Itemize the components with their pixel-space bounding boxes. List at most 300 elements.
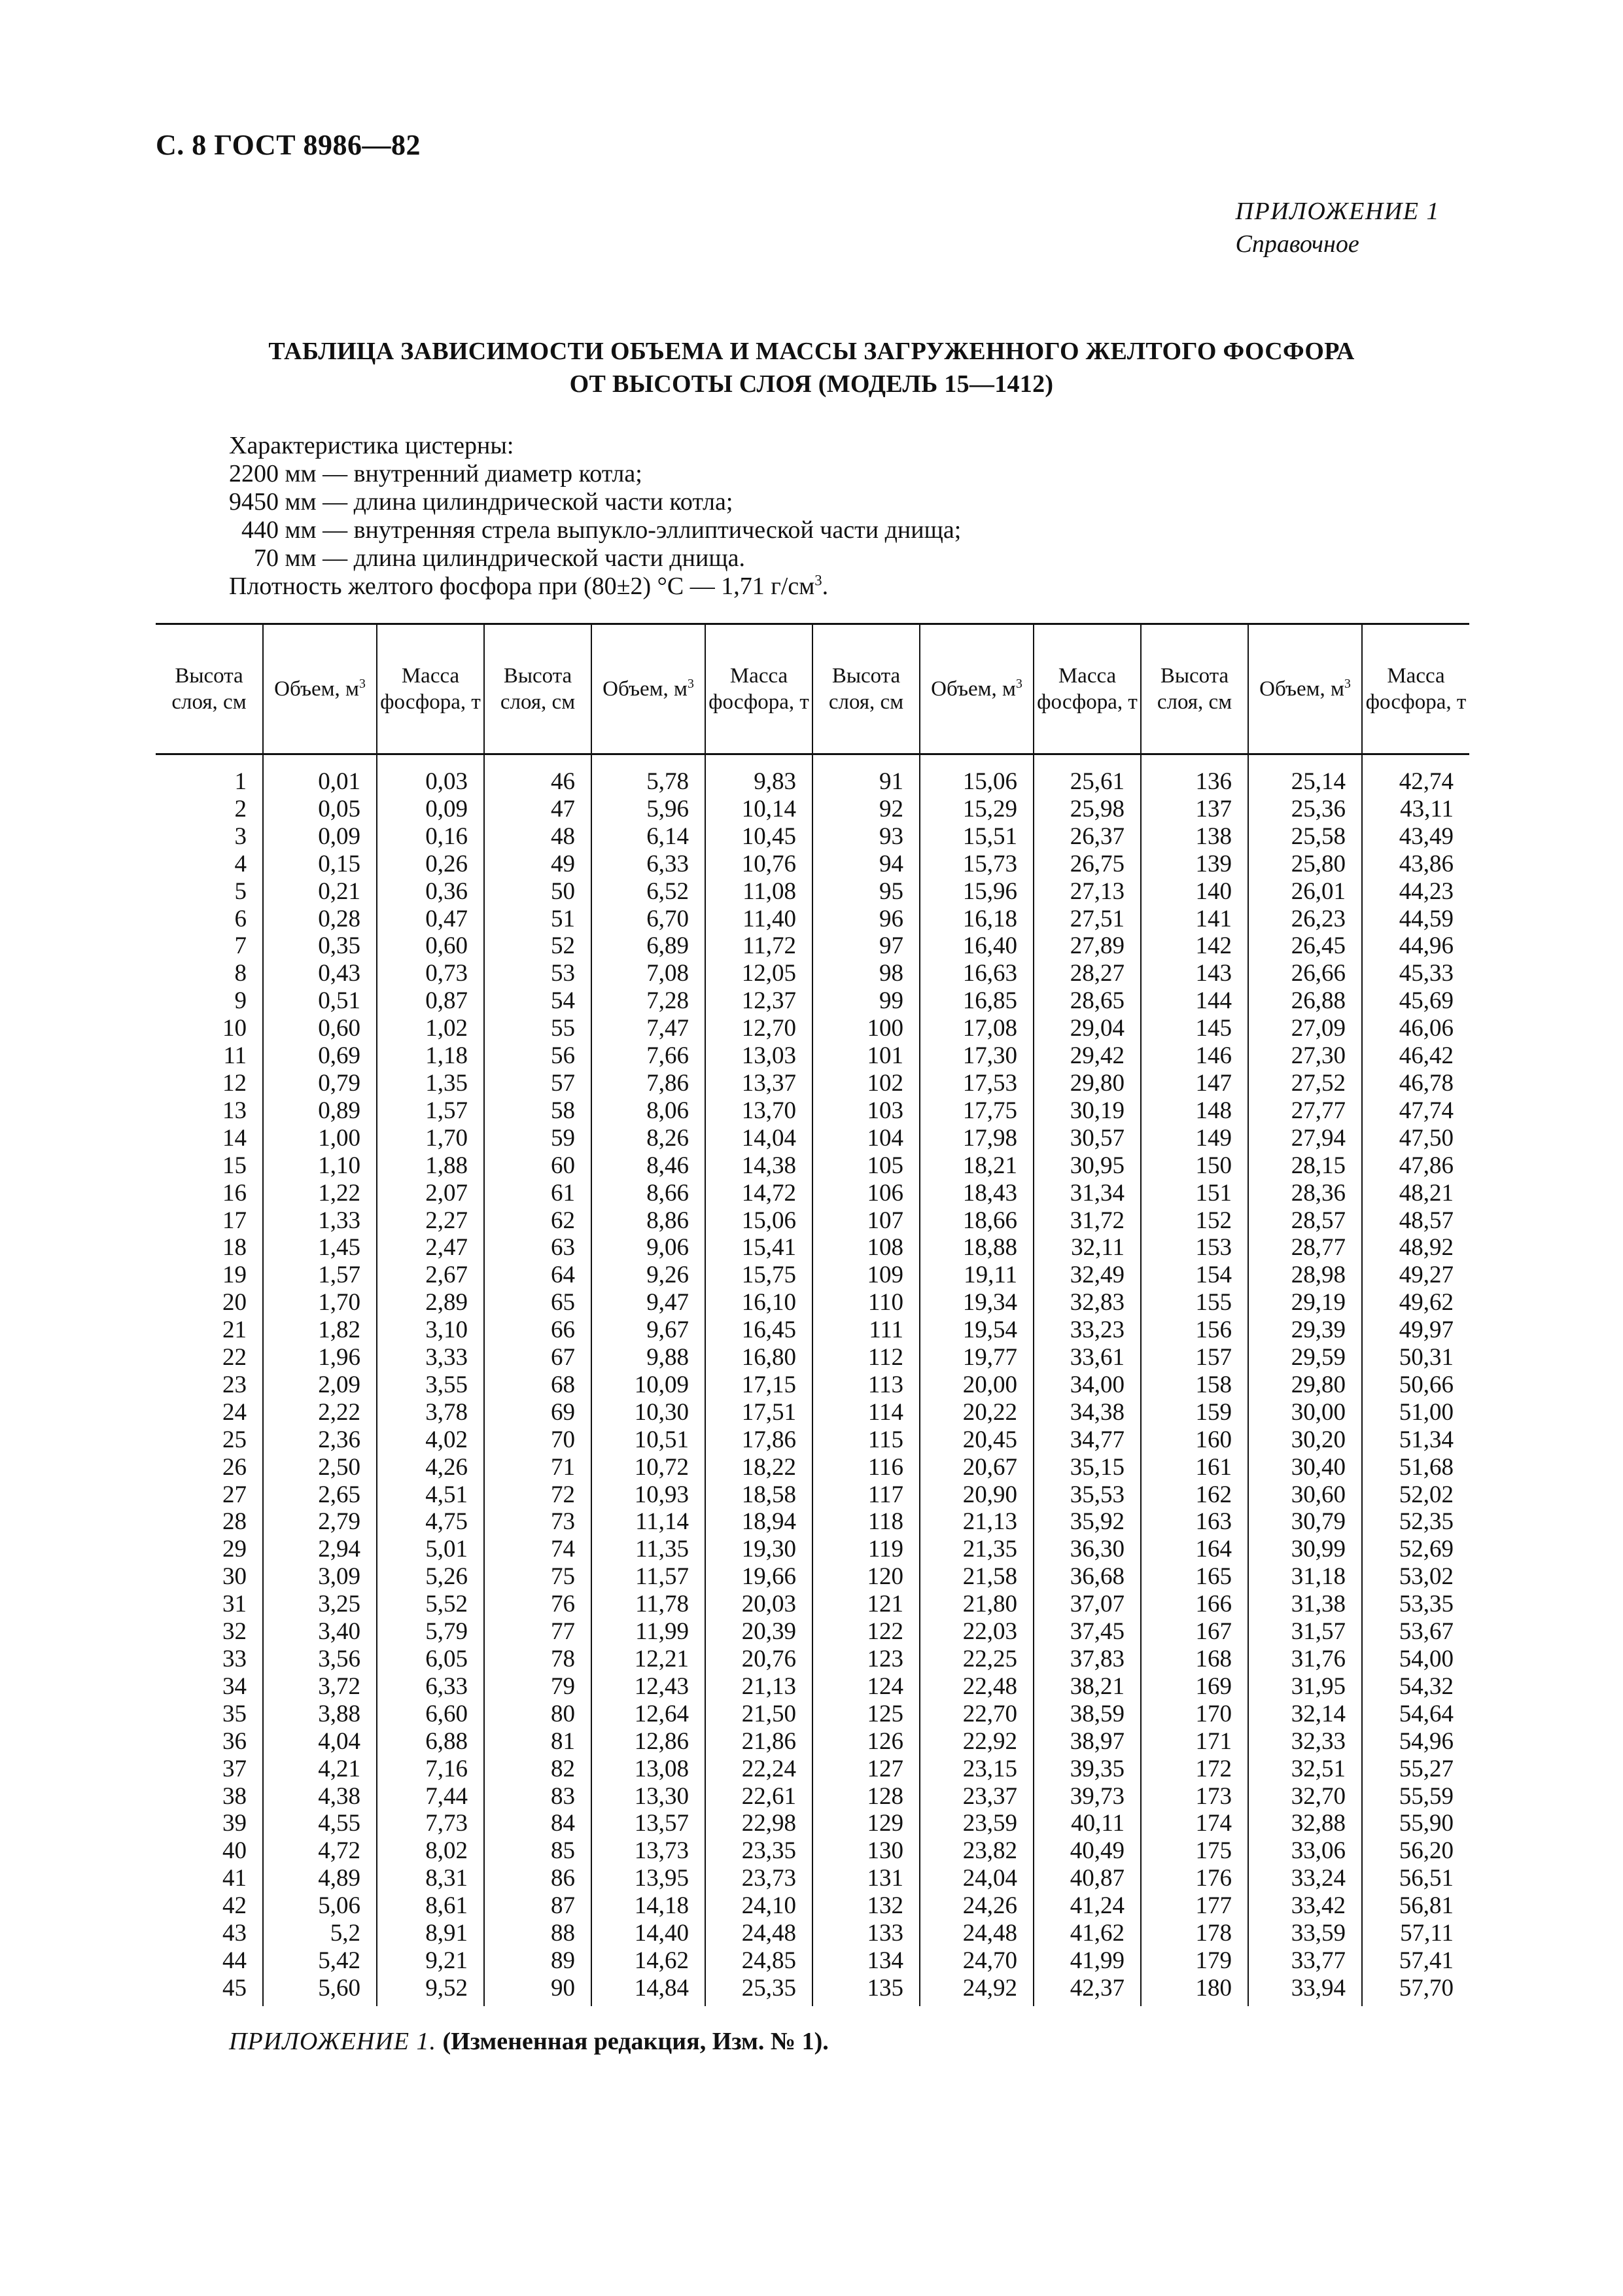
cell-volume: 8,46 [646, 1152, 689, 1179]
cell-mass: 36,30 [1070, 1536, 1125, 1563]
cell-mass: 23,73 [741, 1865, 796, 1892]
cell-height: 170 [1195, 1700, 1232, 1727]
cell-mass: 2,07 [425, 1179, 468, 1207]
cell-mass: 5,01 [425, 1536, 468, 1563]
cell-mass: 25,35 [741, 1974, 796, 2002]
cell-volume: 4,72 [318, 1837, 360, 1865]
cell-mass: 40,49 [1070, 1837, 1125, 1865]
cell-mass: 20,39 [741, 1618, 796, 1646]
cell-volume: 9,67 [646, 1316, 689, 1344]
cell-volume: 4,89 [318, 1865, 360, 1892]
cell-mass: 20,76 [741, 1646, 796, 1672]
cell-volume: 26,01 [1291, 877, 1346, 905]
cell-height: 37 [222, 1755, 247, 1782]
column-header-volume [591, 624, 705, 754]
spec-item: 440 мм — внутренняя стрела выпукло-эллиптической части днища; [229, 516, 962, 544]
cell-volume: 11,99 [635, 1618, 689, 1646]
cell-height: 13 [222, 1097, 247, 1124]
cell-volume: 1,33 [318, 1207, 360, 1234]
cell-volume: 33,42 [1291, 1892, 1346, 1920]
cell-volume: 2,65 [318, 1481, 360, 1508]
cell-height: 158 [1195, 1371, 1232, 1398]
spec-item: 70 мм — длина цилиндрической части днища. [229, 544, 745, 572]
cell-volume: 19,34 [962, 1289, 1017, 1316]
cell-height: 22 [222, 1344, 247, 1371]
cell-volume: 30,00 [1291, 1398, 1346, 1426]
cell-volume: 11,78 [635, 1591, 689, 1618]
cell-height: 122 [867, 1618, 903, 1646]
cell-height: 20 [222, 1289, 247, 1316]
volume-header-sup: 3 [687, 677, 694, 691]
cell-height: 29 [222, 1536, 247, 1563]
cell-mass: 46,42 [1399, 1042, 1454, 1070]
cell-volume: 25,58 [1291, 822, 1346, 850]
cell-mass: 9,83 [754, 768, 796, 795]
cell-height: 21 [222, 1316, 247, 1344]
cell-height: 113 [867, 1371, 903, 1398]
cell-mass: 26,37 [1070, 822, 1125, 850]
cell-volume: 5,60 [318, 1974, 360, 2002]
cell-height: 62 [551, 1207, 575, 1234]
cell-mass: 17,86 [741, 1426, 796, 1453]
cell-height: 121 [867, 1591, 903, 1618]
cell-mass: 21,13 [741, 1672, 796, 1700]
cell-mass: 6,33 [425, 1672, 468, 1700]
column-header-mass: Масса фосфора, т [377, 624, 484, 754]
cell-volume: 31,95 [1291, 1672, 1346, 1700]
cell-height: 160 [1195, 1426, 1232, 1453]
cell-volume: 12,43 [634, 1672, 689, 1700]
cell-mass: 33,23 [1070, 1316, 1125, 1344]
cell-height: 104 [867, 1124, 903, 1152]
cell-volume: 0,79 [318, 1069, 360, 1097]
cell-mass: 7,16 [425, 1755, 468, 1782]
cell-volume: 26,66 [1291, 960, 1346, 987]
cell-volume: 15,73 [962, 850, 1017, 877]
cell-volume: 1,57 [318, 1262, 360, 1289]
cell-height: 124 [867, 1672, 903, 1700]
cell-height: 154 [1195, 1262, 1232, 1289]
cell-mass: 0,16 [425, 822, 468, 850]
cell-volume: 28,36 [1291, 1179, 1346, 1207]
cell-volume: 2,79 [318, 1508, 360, 1536]
cell-height: 177 [1195, 1892, 1232, 1920]
spec-item: 9450 мм — длина цилиндрической части котла; [229, 488, 733, 516]
cell-height: 73 [551, 1508, 575, 1536]
cell-mass: 14,72 [741, 1179, 796, 1207]
cell-mass: 55,90 [1399, 1810, 1454, 1837]
cell-mass: 28,65 [1070, 987, 1125, 1015]
footer-note [229, 2027, 829, 2056]
specs-heading: Характеристика цистерны: [229, 432, 514, 459]
cell-height: 138 [1195, 822, 1232, 850]
cell-volume: 4,21 [318, 1755, 360, 1782]
table-row [156, 754, 1469, 2006]
cell-volume: 17,08 [962, 1015, 1017, 1042]
cell-mass: 8,61 [425, 1892, 468, 1920]
cell-height: 128 [867, 1782, 903, 1810]
volume-header-text: Объем, м [931, 677, 1016, 701]
cell-volume: 9,26 [646, 1262, 689, 1289]
cell-volume: 29,80 [1291, 1371, 1346, 1398]
cell-height: 23 [222, 1371, 247, 1398]
cell-volume: 5,42 [318, 1947, 360, 1974]
column-mass-values [1362, 754, 1469, 2006]
cell-volume: 4,04 [318, 1727, 360, 1755]
cell-mass: 37,45 [1070, 1618, 1125, 1646]
cell-height: 103 [867, 1097, 903, 1124]
cell-mass: 54,00 [1399, 1646, 1454, 1672]
cell-mass: 36,68 [1070, 1563, 1125, 1591]
cell-volume: 16,18 [962, 905, 1017, 932]
cell-volume: 26,23 [1291, 905, 1346, 932]
cell-volume: 24,92 [962, 1974, 1017, 2002]
cell-mass: 3,78 [425, 1398, 468, 1426]
cell-height: 98 [879, 960, 903, 987]
volume-header-text: Объем, м [274, 677, 359, 701]
cell-height: 161 [1195, 1453, 1232, 1481]
cell-mass: 11,72 [742, 932, 796, 960]
cell-height: 59 [551, 1124, 575, 1152]
cell-mass: 13,70 [741, 1097, 796, 1124]
cell-mass: 35,15 [1070, 1453, 1125, 1481]
cell-mass: 2,27 [425, 1207, 468, 1234]
cell-mass: 0,87 [425, 987, 468, 1015]
cell-height: 146 [1195, 1042, 1232, 1070]
cell-mass: 22,24 [741, 1755, 796, 1782]
volume-header-sup: 3 [1344, 677, 1351, 691]
cell-height: 43 [222, 1920, 247, 1947]
cell-mass: 56,51 [1399, 1865, 1454, 1892]
cell-mass: 35,92 [1070, 1508, 1125, 1536]
cell-mass: 29,80 [1070, 1069, 1125, 1097]
cell-mass: 8,02 [425, 1837, 468, 1865]
column-height-values [156, 754, 263, 2006]
cell-mass: 38,59 [1070, 1700, 1125, 1727]
cell-height: 16 [222, 1179, 247, 1207]
cell-volume: 28,98 [1291, 1262, 1346, 1289]
cell-height: 89 [551, 1947, 575, 1974]
cell-height: 50 [551, 877, 575, 905]
cell-volume: 27,30 [1291, 1042, 1346, 1070]
cell-mass: 24,10 [741, 1892, 796, 1920]
cell-volume: 29,59 [1291, 1344, 1346, 1371]
cell-height: 129 [867, 1810, 903, 1837]
cell-height: 176 [1195, 1865, 1232, 1892]
cell-mass: 9,21 [425, 1947, 468, 1974]
title-line-2: ОТ ВЫСОТЫ СЛОЯ (МОДЕЛЬ 15—1412) [569, 370, 1054, 398]
cell-volume: 2,09 [318, 1371, 360, 1398]
cell-mass: 16,10 [741, 1289, 796, 1316]
cell-mass: 12,05 [741, 960, 796, 987]
cell-height: 17 [222, 1207, 247, 1234]
cell-height: 44 [222, 1947, 247, 1974]
cell-height: 31 [222, 1591, 247, 1618]
cell-mass: 5,26 [425, 1563, 468, 1591]
cell-mass: 33,61 [1070, 1344, 1125, 1371]
cell-mass: 32,83 [1070, 1289, 1125, 1316]
cell-mass: 31,34 [1070, 1179, 1125, 1207]
cell-volume: 27,52 [1291, 1069, 1346, 1097]
cell-volume: 26,88 [1291, 987, 1346, 1015]
cell-height: 70 [551, 1426, 575, 1453]
cell-mass: 10,76 [741, 850, 796, 877]
cell-volume: 32,33 [1291, 1727, 1346, 1755]
cell-volume: 3,88 [318, 1700, 360, 1727]
cell-mass: 5,79 [425, 1618, 468, 1646]
cell-mass: 22,61 [741, 1782, 796, 1810]
cell-height: 5 [234, 877, 247, 905]
cell-volume: 2,36 [318, 1426, 360, 1453]
cell-mass: 4,02 [425, 1426, 468, 1453]
cell-volume: 15,96 [962, 877, 1017, 905]
volume-header-text: Объем, м [1259, 677, 1344, 701]
cell-height: 107 [867, 1207, 903, 1234]
cell-height: 4 [234, 850, 247, 877]
cell-height: 14 [222, 1124, 247, 1152]
cell-height: 71 [551, 1453, 575, 1481]
cell-mass: 38,21 [1070, 1672, 1125, 1700]
cell-height: 147 [1195, 1069, 1232, 1097]
cell-volume: 0,43 [318, 960, 360, 987]
cell-height: 58 [551, 1097, 575, 1124]
cell-height: 119 [867, 1536, 903, 1563]
cell-height: 49 [551, 850, 575, 877]
cell-height: 51 [551, 905, 575, 932]
cell-volume: 13,08 [634, 1755, 689, 1782]
cell-volume: 23,15 [962, 1755, 1017, 1782]
cell-height: 100 [867, 1015, 903, 1042]
cell-mass: 16,80 [741, 1344, 796, 1371]
cell-height: 1 [234, 768, 247, 795]
cell-volume: 28,57 [1291, 1207, 1346, 1234]
cell-height: 74 [551, 1536, 575, 1563]
cell-height: 92 [879, 795, 903, 822]
volume-header-sup: 3 [358, 677, 366, 691]
cell-volume: 13,30 [634, 1782, 689, 1810]
cell-height: 79 [551, 1672, 575, 1700]
cell-height: 75 [551, 1563, 575, 1591]
cell-volume: 0,69 [318, 1042, 360, 1070]
cell-volume: 5,2 [330, 1920, 360, 1947]
cell-volume: 19,11 [964, 1262, 1017, 1289]
cell-height: 153 [1195, 1234, 1232, 1262]
cell-volume: 32,14 [1291, 1700, 1346, 1727]
cell-mass: 42,74 [1399, 768, 1454, 795]
cell-mass: 44,96 [1399, 932, 1454, 960]
cell-mass: 30,19 [1070, 1097, 1125, 1124]
cell-height: 132 [867, 1892, 903, 1920]
cell-volume: 30,40 [1291, 1453, 1346, 1481]
cell-mass: 56,81 [1399, 1892, 1454, 1920]
cell-volume: 1,10 [318, 1152, 360, 1179]
cell-volume: 32,51 [1291, 1755, 1346, 1782]
cell-volume: 10,51 [634, 1426, 689, 1453]
cell-mass: 2,89 [425, 1289, 468, 1316]
cell-height: 41 [222, 1865, 247, 1892]
column-mass-values [1034, 754, 1141, 2006]
cell-height: 30 [222, 1563, 247, 1591]
cell-mass: 10,14 [741, 795, 796, 822]
cell-height: 27 [222, 1481, 247, 1508]
cell-height: 145 [1195, 1015, 1232, 1042]
cell-height: 142 [1195, 932, 1232, 960]
cell-volume: 10,93 [634, 1481, 689, 1508]
cell-height: 108 [867, 1234, 903, 1262]
cell-mass: 10,45 [741, 822, 796, 850]
cell-mass: 11,40 [742, 905, 796, 932]
cell-mass: 46,06 [1399, 1015, 1454, 1042]
cell-volume: 7,47 [646, 1015, 689, 1042]
column-header-mass: Масса фосфора, т [1362, 624, 1469, 754]
cell-volume: 23,59 [962, 1810, 1017, 1837]
cell-volume: 21,13 [962, 1508, 1017, 1536]
cell-volume: 24,70 [962, 1947, 1017, 1974]
cell-mass: 21,50 [741, 1700, 796, 1727]
cell-mass: 6,88 [425, 1727, 468, 1755]
cell-height: 115 [867, 1426, 903, 1453]
column-header-volume [263, 624, 377, 754]
cell-height: 87 [551, 1892, 575, 1920]
cell-volume: 31,57 [1291, 1618, 1346, 1646]
cell-height: 141 [1195, 905, 1232, 932]
cell-volume: 32,88 [1291, 1810, 1346, 1837]
cell-volume: 31,76 [1291, 1646, 1346, 1672]
column-height-values [812, 754, 920, 2006]
volume-header-text: Объем, м [602, 677, 688, 701]
column-mass-values [377, 754, 484, 2006]
cell-mass: 13,03 [741, 1042, 796, 1070]
cell-volume: 25,80 [1291, 850, 1346, 877]
volume-mass-table [156, 623, 1469, 2006]
appendix-type: Справочное [1235, 230, 1359, 258]
cell-mass: 56,20 [1399, 1837, 1454, 1865]
cell-mass: 17,51 [741, 1398, 796, 1426]
cell-volume: 0,28 [318, 905, 360, 932]
cell-height: 65 [551, 1289, 575, 1316]
cell-mass: 34,77 [1070, 1426, 1125, 1453]
cell-volume: 5,78 [646, 768, 689, 795]
cell-height: 78 [551, 1646, 575, 1672]
cell-height: 180 [1195, 1974, 1232, 2002]
cell-mass: 21,86 [741, 1727, 796, 1755]
cell-volume: 6,14 [646, 822, 689, 850]
cell-height: 46 [551, 768, 575, 795]
cell-mass: 19,30 [741, 1536, 796, 1563]
cell-volume: 11,14 [635, 1508, 689, 1536]
table-header [156, 624, 1469, 754]
cell-height: 143 [1195, 960, 1232, 987]
cell-mass: 34,38 [1070, 1398, 1125, 1426]
cell-mass: 29,04 [1070, 1015, 1125, 1042]
cell-mass: 49,62 [1399, 1289, 1454, 1316]
cell-mass: 15,06 [741, 1207, 796, 1234]
cell-mass: 17,15 [741, 1371, 796, 1398]
cell-mass: 0,03 [425, 768, 468, 795]
cell-volume: 15,51 [962, 822, 1017, 850]
cell-height: 101 [867, 1042, 903, 1070]
cell-volume: 17,75 [962, 1097, 1017, 1124]
cell-volume: 13,57 [634, 1810, 689, 1837]
title-line-1: ТАБЛИЦА ЗАВИСИМОСТИ ОБЪЕМА И МАССЫ ЗАГРУЖЕННОГО ЖЕЛТОГО ФОСФОРА [268, 338, 1355, 365]
cell-mass: 47,74 [1399, 1097, 1454, 1124]
cell-height: 123 [867, 1646, 903, 1672]
volume-header-sup: 3 [1015, 677, 1022, 691]
cell-volume: 22,92 [962, 1727, 1017, 1755]
cell-height: 54 [551, 987, 575, 1015]
cell-mass: 6,60 [425, 1700, 468, 1727]
cell-volume: 2,50 [318, 1453, 360, 1481]
cell-volume: 16,63 [962, 960, 1017, 987]
cell-volume: 6,33 [646, 850, 689, 877]
cell-height: 52 [551, 932, 575, 960]
cell-height: 35 [222, 1700, 247, 1727]
cell-height: 137 [1195, 795, 1232, 822]
cell-mass: 16,45 [741, 1316, 796, 1344]
cell-volume: 32,70 [1291, 1782, 1346, 1810]
cell-volume: 19,77 [962, 1344, 1017, 1371]
cell-mass: 55,59 [1399, 1782, 1454, 1810]
cell-mass: 48,92 [1399, 1234, 1454, 1262]
cell-mass: 30,57 [1070, 1124, 1125, 1152]
cell-height: 140 [1195, 877, 1232, 905]
cell-mass: 18,22 [741, 1453, 796, 1481]
cell-mass: 22,98 [741, 1810, 796, 1837]
cell-height: 2 [234, 795, 247, 822]
cell-height: 127 [867, 1755, 903, 1782]
cell-mass: 2,47 [425, 1234, 468, 1262]
cell-mass: 41,62 [1070, 1920, 1125, 1947]
cell-volume: 5,06 [318, 1892, 360, 1920]
cell-mass: 13,37 [741, 1069, 796, 1097]
cell-mass: 0,73 [425, 960, 468, 987]
cell-volume: 0,01 [318, 768, 360, 795]
cell-height: 112 [867, 1344, 903, 1371]
cell-volume: 16,85 [962, 987, 1017, 1015]
cell-mass: 12,37 [741, 987, 796, 1015]
cell-height: 118 [867, 1508, 903, 1536]
cell-height: 77 [551, 1618, 575, 1646]
cell-height: 68 [551, 1371, 575, 1398]
cell-volume: 1,70 [318, 1289, 360, 1316]
cell-mass: 32,49 [1070, 1262, 1125, 1289]
cell-mass: 40,87 [1070, 1865, 1125, 1892]
cell-volume: 17,98 [962, 1124, 1017, 1152]
cell-mass: 28,27 [1070, 960, 1125, 987]
cell-mass: 54,64 [1399, 1700, 1454, 1727]
cell-height: 26 [222, 1453, 247, 1481]
cell-mass: 47,86 [1399, 1152, 1454, 1179]
cell-volume: 27,77 [1291, 1097, 1346, 1124]
cell-volume: 20,90 [962, 1481, 1017, 1508]
cell-height: 105 [867, 1152, 903, 1179]
footer-text: (Измененная редакция, Изм. № 1). [442, 2028, 829, 2055]
cell-height: 55 [551, 1015, 575, 1042]
cell-volume: 27,09 [1291, 1015, 1346, 1042]
cell-mass: 27,89 [1070, 932, 1125, 960]
cell-height: 45 [222, 1974, 247, 2002]
cell-volume: 29,19 [1291, 1289, 1346, 1316]
cell-mass: 1,02 [425, 1015, 468, 1042]
cell-volume: 1,82 [318, 1316, 360, 1344]
cell-height: 72 [551, 1481, 575, 1508]
cell-volume: 30,99 [1291, 1536, 1346, 1563]
cell-mass: 1,70 [425, 1124, 468, 1152]
cell-mass: 41,24 [1070, 1892, 1125, 1920]
cell-volume: 4,38 [318, 1782, 360, 1810]
cell-mass: 44,23 [1399, 877, 1454, 905]
cell-mass: 14,04 [741, 1124, 796, 1152]
